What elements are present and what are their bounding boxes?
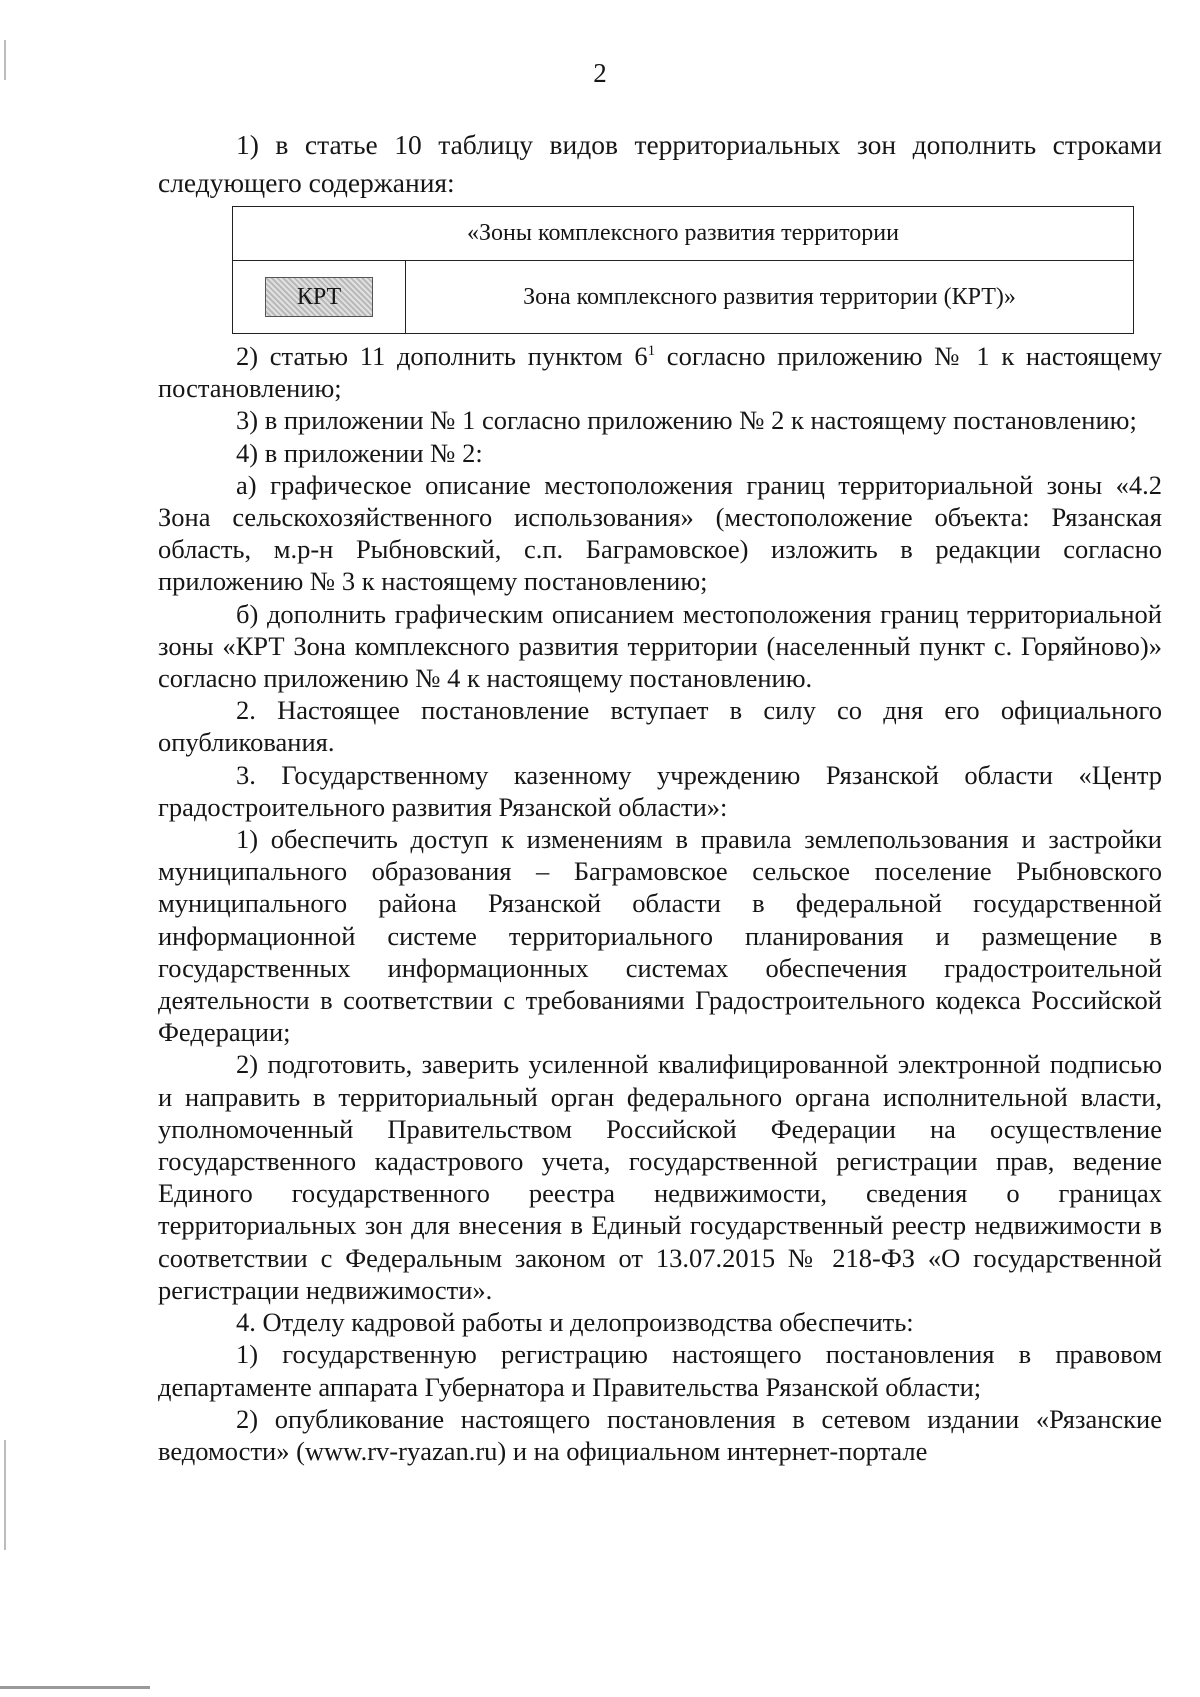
paragraph-section-3-item-1: 1) обеспечить доступ к изменениям в правила землепользования и застройки муниципального образования – Баграмовское сельское поселение Рыбновского муниципального района Рязанской области в федеральной государственной информационной системе территориального планирования и размещение в государственных информационных системах обеспечения градостроительной деятельности в соответствии с требованиями Градостроительного кодекса Российской Федерации; [158, 824, 1162, 1048]
paragraph-item-4-appendix-2: 4) в приложении № 2: [236, 437, 483, 468]
item-2-superscript: 1 [647, 343, 656, 360]
page-number: 2 [593, 58, 607, 88]
paragraph-section-2: 2. Настоящее постановление вступает в силу со дня его официального опубликования. [158, 695, 1162, 758]
item-2-text-after: согласно приложению № 1 к настоящему постановлению; [158, 341, 1162, 404]
zones-table-row [233, 261, 1134, 334]
zone-code-cell [233, 261, 406, 334]
item-1-intro: 1) в статье 10 таблицу видов территориальных зон дополнить строками следующего содержания: [158, 129, 1162, 198]
item-2-text-before: 2) статью 11 дополнить пунктом 6 [236, 341, 648, 371]
document-body [158, 126, 1162, 1467]
scan-edge-mark-bottom [4, 1440, 6, 1550]
zones-table [232, 206, 1134, 334]
paragraph-section-3-item-2: 2) подготовить, заверить усиленной квалифицированной электронной подписью и направить в территориальный орган федерального органа исполнительной власти, уполномоченный Правительством Российской Федерации на осуществление государственного кадастрового учета, государственной регистрации прав, ведение Единого государственного реестра недвижимости, сведения о границах территориальных зон для внесения в Единый государственный реестр недвижимости в соответствии с Федеральным законом от 13.07.2015 № 218-ФЗ «О государственной регистрации недвижимости». [158, 1049, 1162, 1305]
item-2 [158, 340, 1162, 404]
paragraph-section-4: 4. Отделу кадровой работы и делопроизводства обеспечить: [236, 1307, 914, 1338]
paragraph-section-4-item-1: 1) государственную регистрацию настоящего постановления в правовом департаменте аппарата Губернатора и Правительства Рязанской области; [158, 1339, 1162, 1402]
paragraph-item-3-appendix-1: 3) в приложении № 1 согласно приложению № 2 к настоящему постановлению; [236, 405, 1137, 436]
paragraph-subitem-b: б) дополнить графическим описанием местоположения границ территориальной зоны «КРТ Зона комплексного развития территории (населенный пункт с. Горяйново)» согласно приложению № 4 к настоящему постановлению. [158, 598, 1162, 694]
zones-table-header-row [233, 207, 1134, 261]
zones-table-header: «Зоны комплексного развития территории [233, 207, 1134, 261]
paragraph-section-3: 3. Государственному казенному учреждению Рязанской области «Центр градостроительного развития Рязанской области»: [158, 759, 1162, 822]
paragraph-section-4-item-2: 2) опубликование настоящего постановления в сетевом издании «Рязанские ведомости» (www.rv-ryazan.ru) и на официальном интернет-портале [158, 1403, 1162, 1466]
paragraph-subitem-a: а) графическое описание местоположения границ территориальной зоны «4.2 Зона сельскохозяйственного использования» (местоположение объекта: Рязанская область, м.р-н Рыбновский, с.п. Баграмовское) изложить в редакции согласно приложению № 3 к настоящему постановлению; [158, 469, 1162, 597]
zone-name-cell: Зона комплексного развития территории (КРТ)» [406, 261, 1134, 334]
zone-code-swatch: КРТ [265, 277, 373, 317]
bottom-rule [0, 1686, 150, 1689]
